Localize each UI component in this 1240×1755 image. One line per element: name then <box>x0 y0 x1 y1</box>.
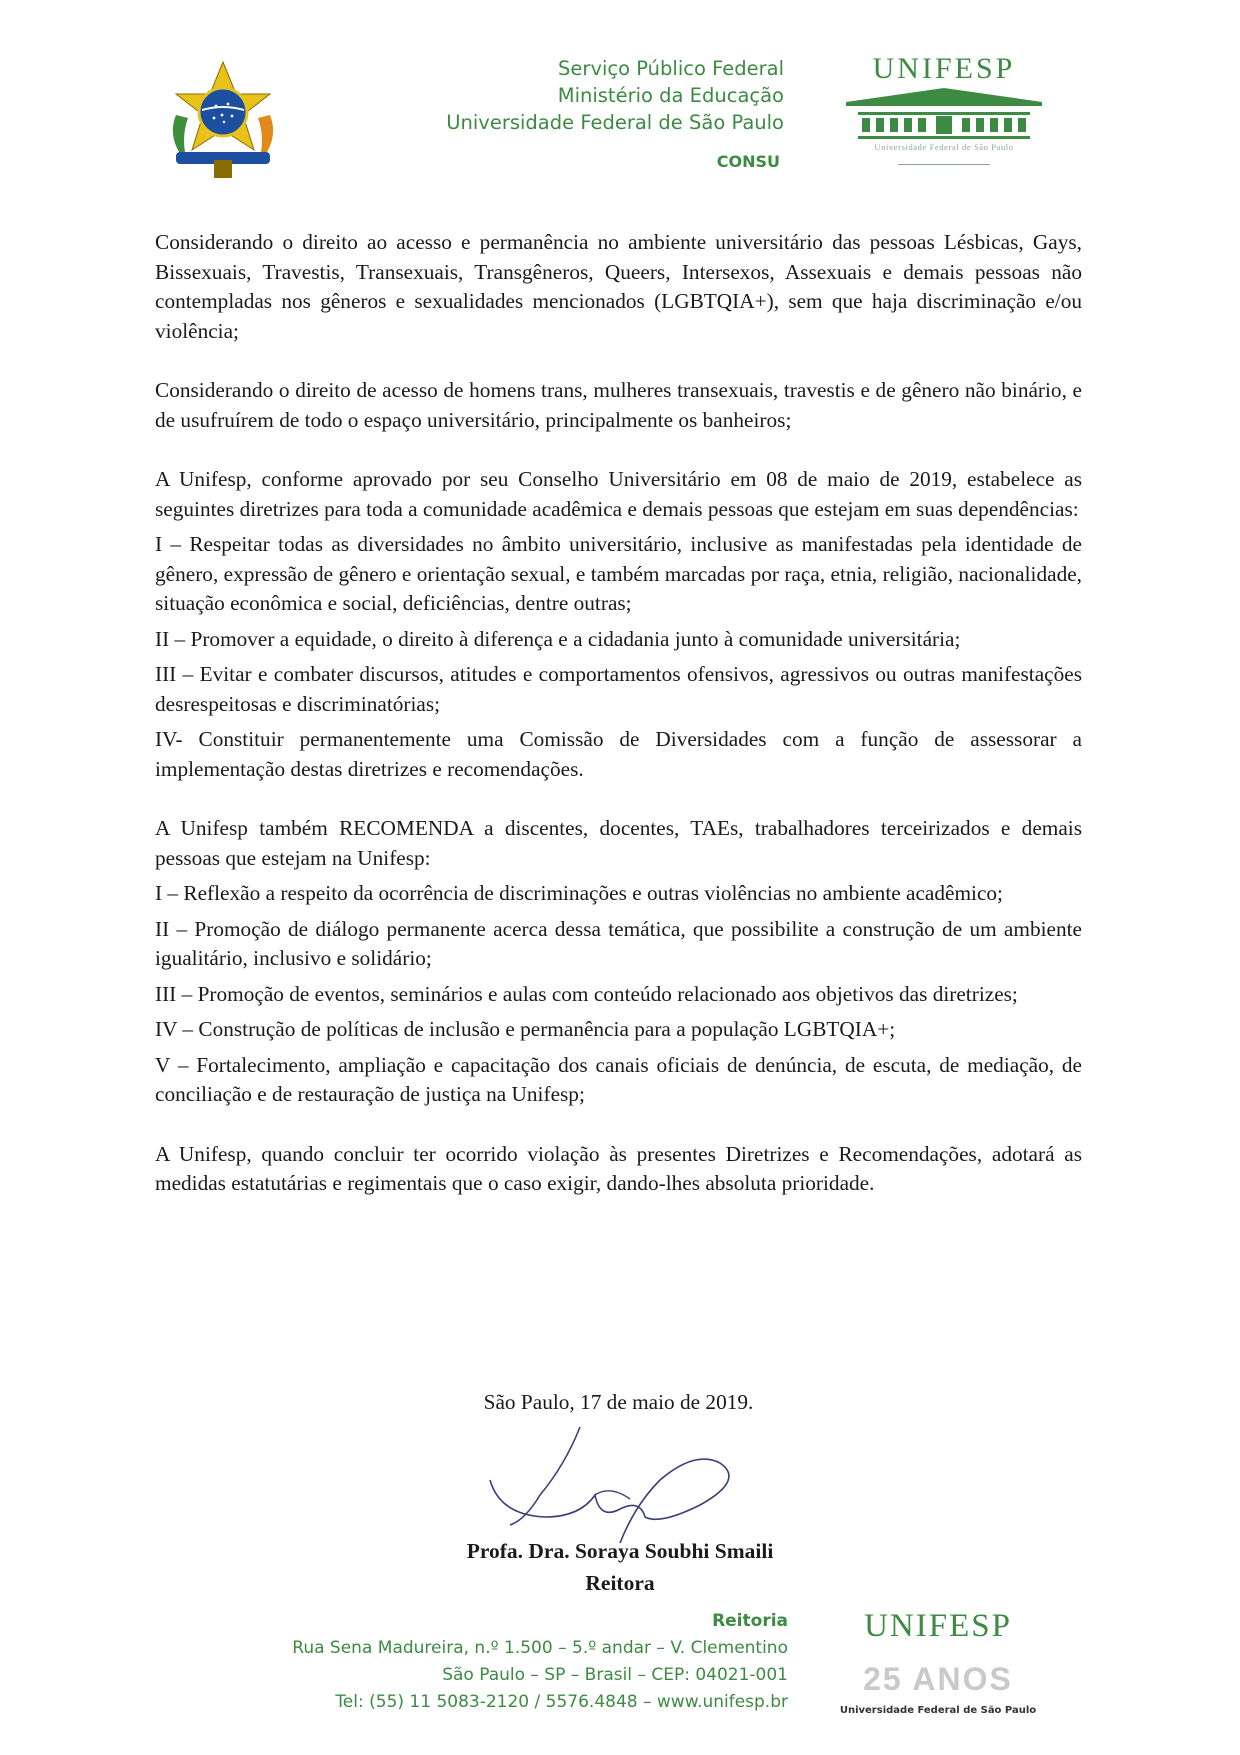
guideline-item: II – Promover a equidade, o direito à diferença e a cidadania junto à comunidade universitária; <box>155 626 961 651</box>
recommendations-intro: A Unifesp também RECOMENDA a discentes, docentes, TAEs, trabalhadores terceirizados e demais pessoas que estejam na Unifesp: <box>155 816 1082 870</box>
recommendation-item: I – Reflexão a respeito da ocorrência de discriminações e outras violências no ambiente acadêmico; <box>155 881 1003 905</box>
recommendation-item: III – Promoção de eventos, seminários e aulas com conteúdo relacionado aos objetivos das diretrizes; <box>155 981 1018 1006</box>
header-line-service: Serviço Público Federal <box>558 57 784 80</box>
considering-paragraph-2: Considerando o direito de acesso de homens trans, mulheres transexuais, travestis e de gênero não binário, e de usufruírem de todo o espaço universitário, principalmente os banheiros; <box>155 378 1082 432</box>
institution-header <box>400 55 784 136</box>
guideline-item: III – Evitar e combater discursos, atitudes e comportamentos ofensivos, agressivos ou outras manifestações desrespeitosas e discriminatórias; <box>155 662 1082 716</box>
considering-paragraph-1: Considerando o direito ao acesso e permanência no ambiente universitário das pessoas Lésbicas, Gays, Bissexuais, Travestis, Transexuais, Transgêneros, Queers, Intersexos, Assexuais e demais pessoas não contempladas nos gêneros e sexualidades mencionados (LGBTQIA+), sem que haja discriminação e/ou violência; <box>155 230 1082 343</box>
header-line-university: Universidade Federal de São Paulo <box>446 111 784 134</box>
footer-logo-anos: 25 ANOS <box>863 1661 1013 1697</box>
guideline-item: I – Respeitar todas as diversidades no âmbito universitário, inclusive as manifestadas pela identidade de gênero, expressão de gênero e orientação sexual, e também marcadas por raça, etnia, religião, nacionalidade, situação econômica e social, deficiências, dentre outras; <box>155 532 1082 615</box>
recommendation-item: V – Fortalecimento, ampliação e capacitação dos canais oficiais de denúncia, de escuta, de mediação, de conciliação e de restauração de justiça na Unifesp; <box>155 1052 1082 1106</box>
handwritten-signature <box>470 1425 770 1545</box>
guideline-item: IV- Constituir permanentemente uma Comissão de Diversidades com a função de assessorar a implementação destas diretrizes e recomendações. <box>155 727 1082 781</box>
document-date: São Paulo, 17 de maio de 2019. <box>483 1390 754 1414</box>
council-label: CONSU <box>716 152 780 171</box>
footer-logo-wordmark: UNIFESP <box>864 1608 1012 1644</box>
unifesp-building-logo-icon <box>838 56 1050 174</box>
signatory-block <box>400 1535 840 1599</box>
unifesp-logo-subtitle: Universidade Federal de São Paulo <box>874 142 1014 152</box>
header-line-ministry: Ministério da Educação <box>557 84 784 107</box>
brazil-coat-of-arms-icon <box>158 60 288 182</box>
footer-address-line-1: Rua Sena Madureira, n.º 1.500 – 5.º andar – V. Clementino <box>292 1638 788 1658</box>
footer-address <box>250 1608 788 1716</box>
guidelines-intro: A Unifesp, conforme aprovado por seu Conselho Universitário em 08 de maio de 2019, estabelece as seguintes diretrizes para toda a comunidade acadêmica e demais pessoas que estejam em suas dependências: <box>155 467 1082 521</box>
closing-paragraph: A Unifesp, quando concluir ter ocorrido violação às presentes Diretrizes e Recomendações, adotará as medidas estatutárias e regimentais que o caso exigir, dando-lhes absoluta prioridade. <box>155 1141 1082 1195</box>
footer-logo-subtitle: Universidade Federal de São Paulo <box>839 1705 1037 1716</box>
signatory-role: Reitora <box>585 1571 655 1595</box>
recommendation-item: II – Promoção de diálogo permanente acerca dessa temática, que possibilite a construção de um ambiente igualitário, inclusivo e solidário; <box>155 916 1082 970</box>
footer-office: Reitoria <box>712 1611 788 1631</box>
footer-address-line-2: São Paulo – SP – Brasil – CEP: 04021-001 <box>442 1665 788 1685</box>
recommendation-item: IV – Construção de políticas de inclusão e permanência para a população LGBTQIA+; <box>155 1017 896 1041</box>
unifesp-logo-wordmark: UNIFESP <box>872 52 1016 85</box>
signatory-name: Profa. Dra. Soraya Soubhi Smaili <box>466 1539 774 1563</box>
footer-25-anos-logo-icon <box>838 1656 1038 1698</box>
footer-contact: Tel: (55) 11 5083-2120 / 5576.4848 – www.unifesp.br <box>335 1692 788 1712</box>
document-body <box>155 228 1082 1199</box>
